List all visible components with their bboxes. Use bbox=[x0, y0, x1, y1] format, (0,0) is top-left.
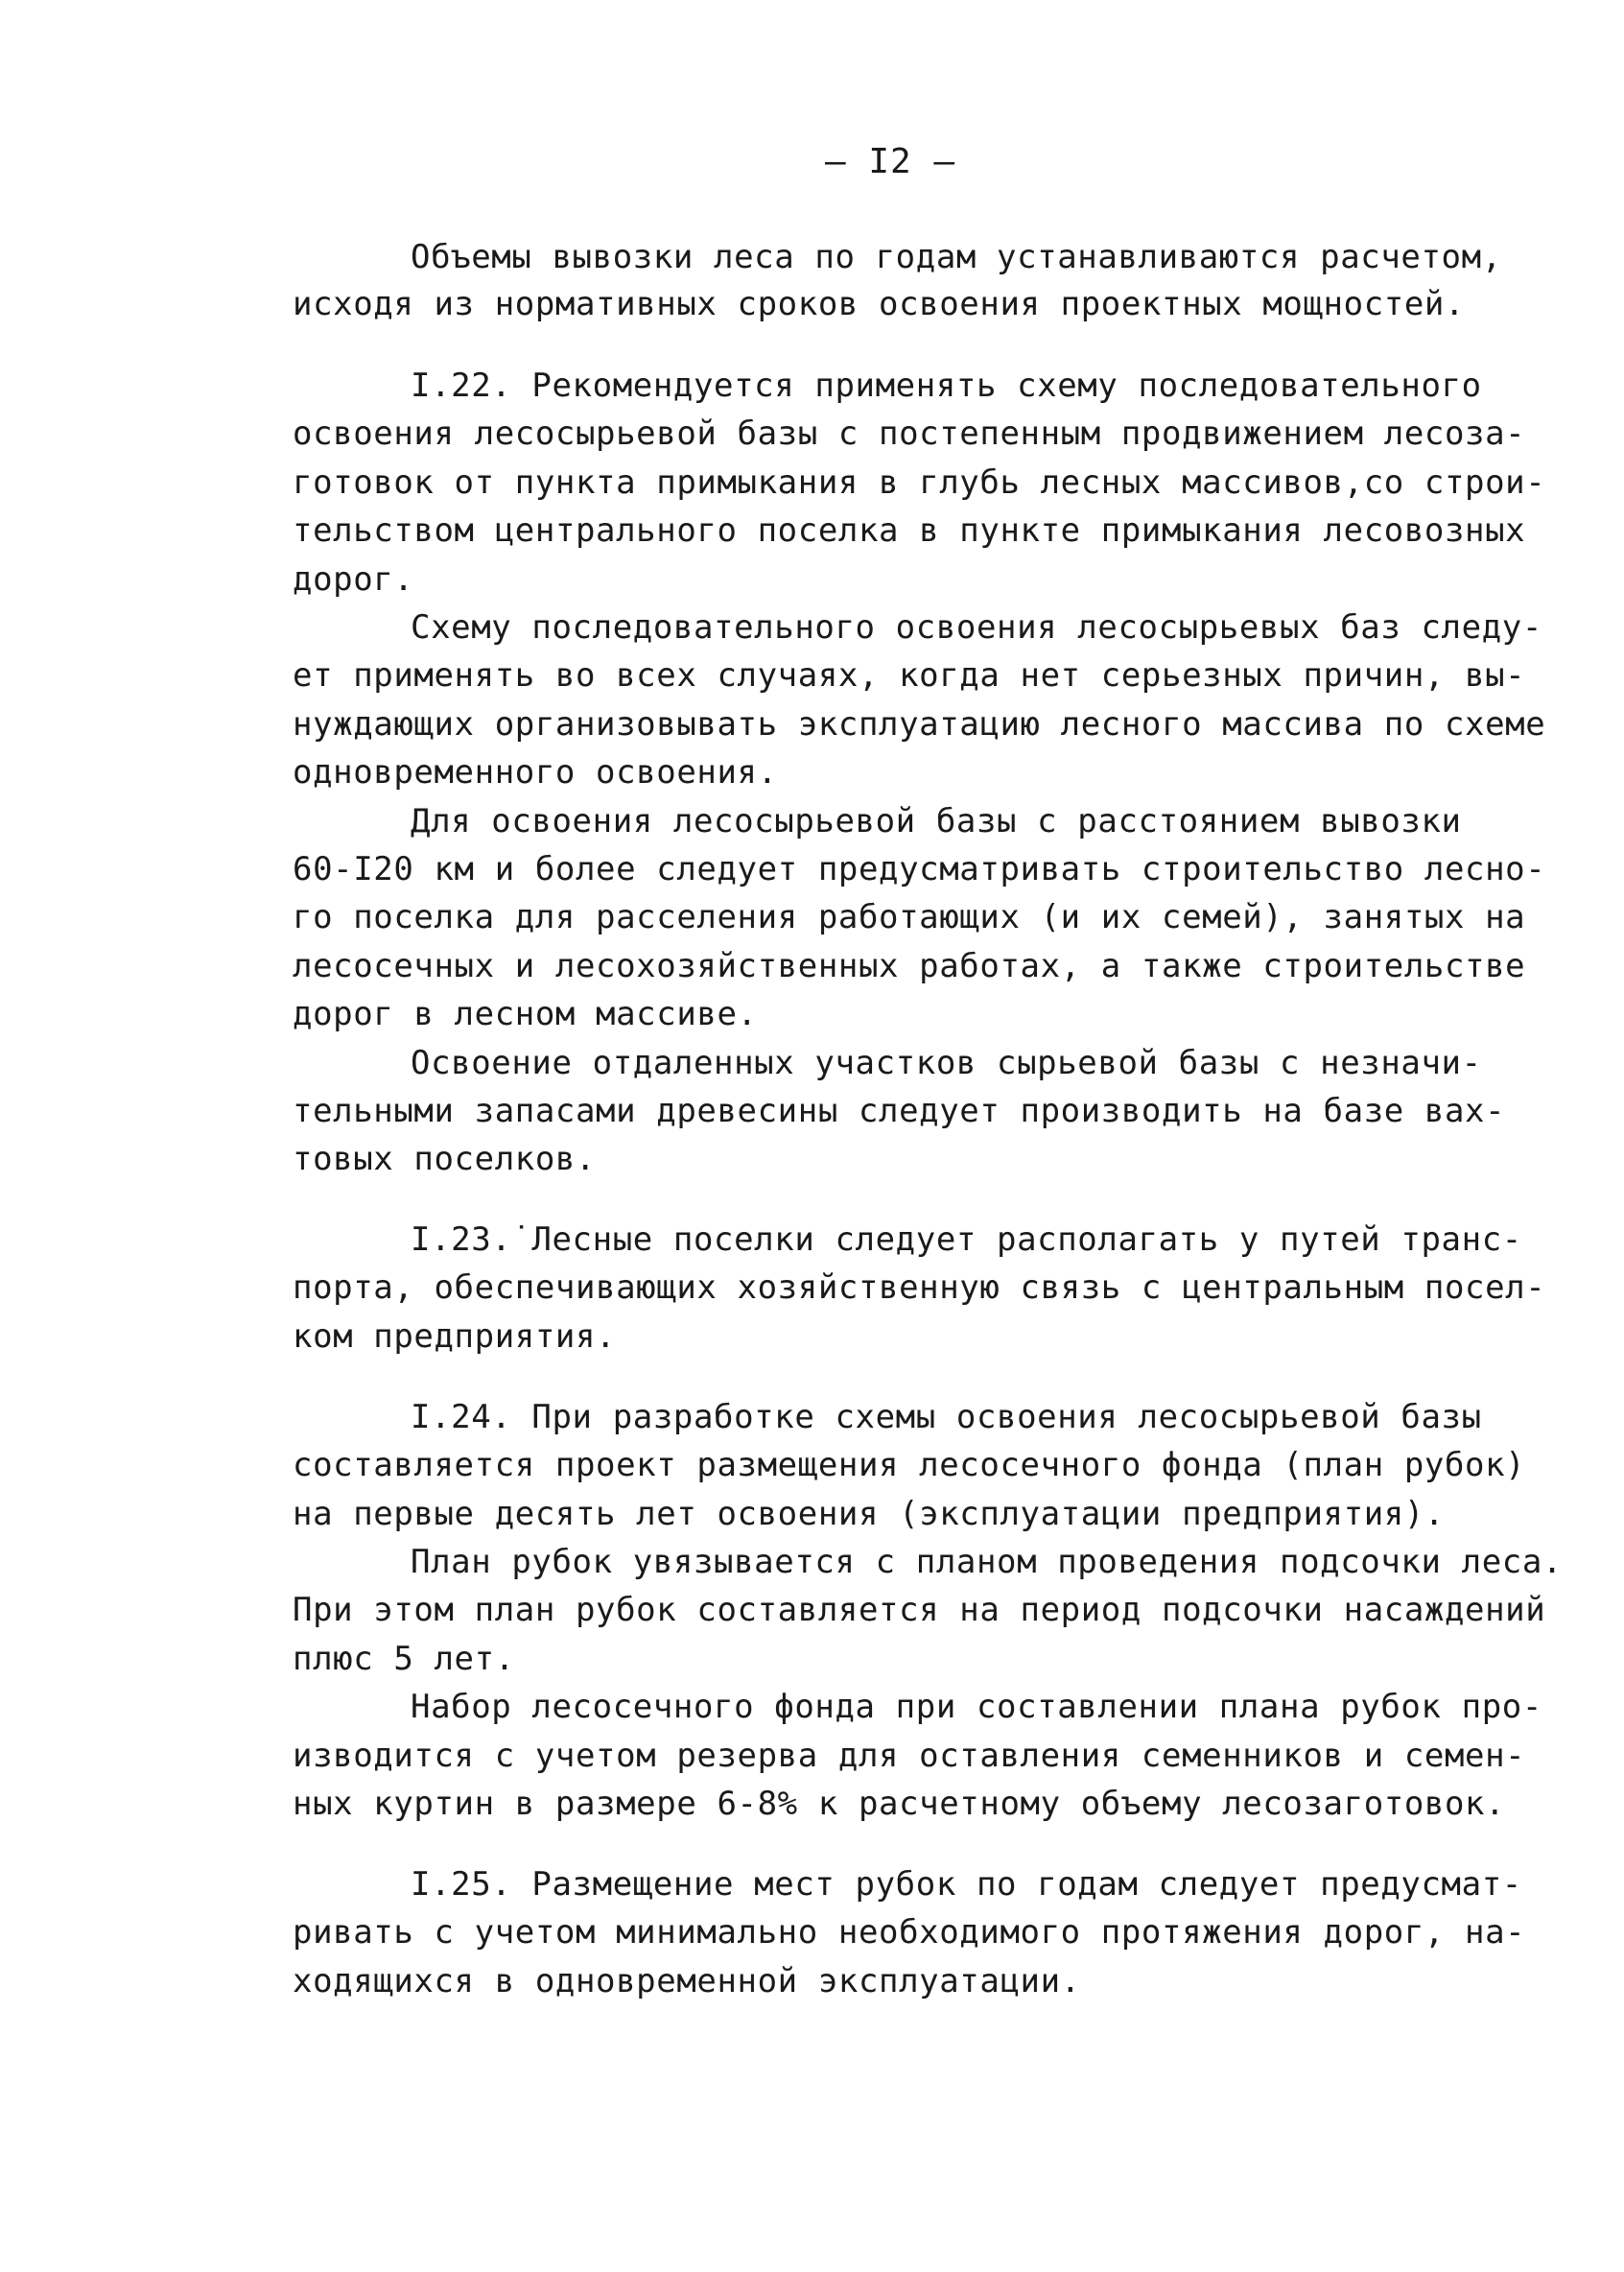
text-line: исходя из нормативных сроков освоения проектных мощностей. bbox=[293, 285, 1466, 323]
section-heading-1-23: I.23.˙Лесные поселки следует располагать у путей транс- bbox=[411, 1220, 1522, 1259]
text-line: порта, обеспечивающих хозяйственную связь с центральным посел- bbox=[293, 1268, 1546, 1307]
text-line: тельством центрального поселка в пункте примыкания лесовозных bbox=[293, 511, 1526, 550]
text-line: ходящихся в одновременной эксплуатации. bbox=[293, 1962, 1081, 2000]
text-line: составляется проект размещения лесосечного фонда (план рубок) bbox=[293, 1446, 1526, 1484]
text-line: го поселка для расселения работающих (и их семей), занятых на bbox=[293, 898, 1526, 936]
text-line: План рубок увязывается с планом проведения подсочки леса. bbox=[411, 1543, 1563, 1581]
text-line: Освоение отдаленных участков сырьевой базы с незначи- bbox=[411, 1044, 1482, 1082]
text-line: 60-I20 км и более следует предусматривать строительство лесно- bbox=[293, 850, 1546, 888]
text-line: нуждающих организовывать эксплуатацию лесного массива по схеме bbox=[293, 705, 1546, 744]
page-number: — I2 — bbox=[825, 142, 956, 181]
text-line: ет применять во всех случаях, когда нет серьезных причин, вы- bbox=[293, 656, 1526, 695]
text-line: плюс 5 лет. bbox=[293, 1640, 515, 1678]
text-line: ком предприятия. bbox=[293, 1317, 617, 1356]
text-line: Схему последовательного освоения лесосырьевых баз следу- bbox=[411, 608, 1542, 647]
text-line: освоения лесосырьевой базы с постепенным продвижением лесоза- bbox=[293, 414, 1526, 453]
section-heading-1-25: I.25. Размещение мест рубок по годам следует предусмат- bbox=[411, 1865, 1522, 1904]
text-line: ривать с учетом минимально необходимого протяжения дорог, на- bbox=[293, 1913, 1526, 1952]
text-line: Объемы вывозки леса по годам устанавливаются расчетом, bbox=[411, 238, 1502, 276]
section-heading-1-24: I.24. При разработке схемы освоения лесосырьевой базы bbox=[411, 1398, 1482, 1436]
section-heading-1-22: I.22. Рекомендуется применять схему последовательного bbox=[411, 367, 1482, 405]
text-line: на первые десять лет освоения (эксплуатации предприятия). bbox=[293, 1495, 1445, 1533]
text-line: Набор лесосечного фонда при составлении плана рубок про- bbox=[411, 1688, 1542, 1726]
text-line: готовок от пункта примыкания в глубь лесных массивов,со строи- bbox=[293, 463, 1546, 502]
text-line: При этом план рубок составляется на период подсочки насаждений bbox=[293, 1591, 1546, 1629]
text-line: тельными запасами древесины следует производить на базе вах- bbox=[293, 1092, 1506, 1130]
text-line: товых поселков. bbox=[293, 1140, 597, 1178]
text-line: лесосечных и лесохозяйственных работах, а также строительстве bbox=[293, 947, 1526, 985]
text-line: Для освоения лесосырьевой базы с расстоянием вывозки bbox=[411, 802, 1462, 840]
text-line: дорог. bbox=[293, 560, 414, 599]
text-line: ных куртин в размере 6-8% к расчетному объему лесозаготовок. bbox=[293, 1785, 1506, 1823]
text-line: одновременного освоения. bbox=[293, 753, 778, 792]
text-line: изводится с учетом резерва для оставления семенников и семен- bbox=[293, 1737, 1526, 1775]
text-line: дорог в лесном массиве. bbox=[293, 995, 758, 1033]
